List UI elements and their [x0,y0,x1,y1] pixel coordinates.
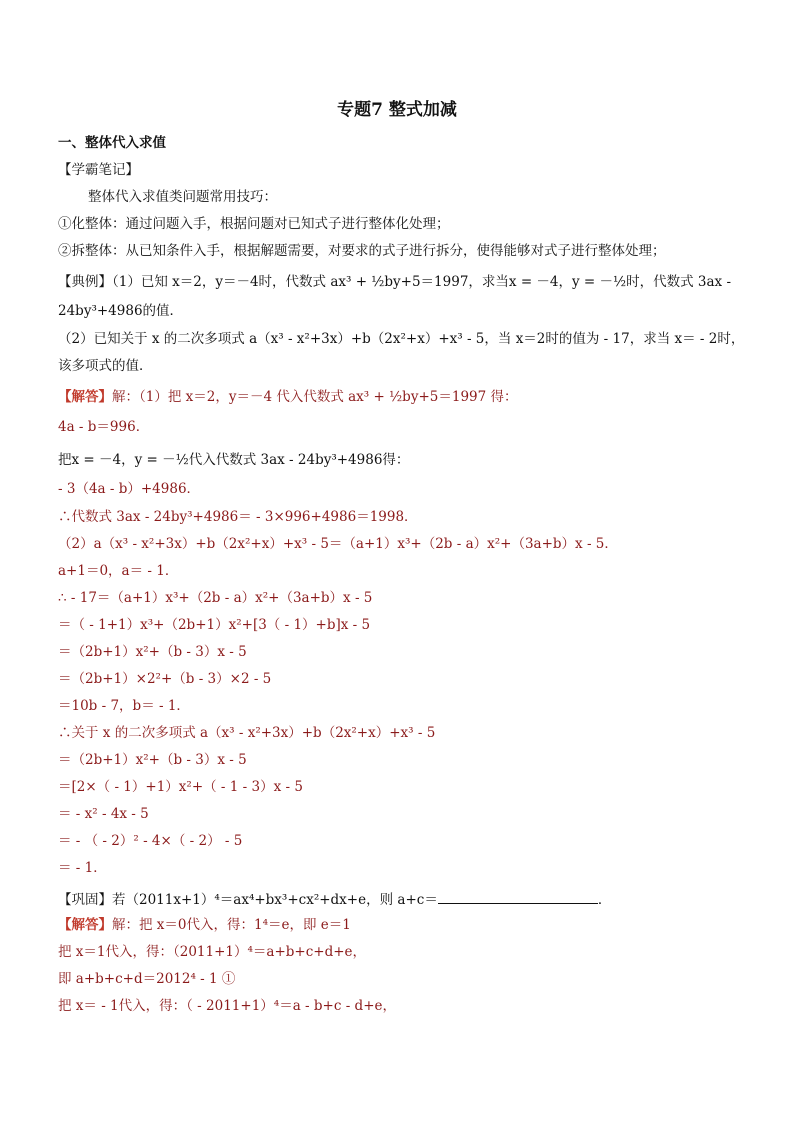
example-line: 24by³+4986的值． [58,303,184,319]
answer-line: ＝ - 1． [58,860,107,876]
answer-line: ＝（2b+1）×2²+（b - 3）×2 - 5 [58,671,272,687]
consolidate-end: ． [597,892,612,908]
consolidate-text: 若（2011x+1）⁴＝ax⁴+bx³+cx²+dx+e，则 a+c＝ [112,892,438,908]
answer-line [58,388,518,406]
answer-line: ＝（2b+1）x²+（b - 3）x - 5 [58,752,247,768]
answer-line: a+1＝0，a＝ - 1． [58,563,179,579]
example-line [58,273,731,291]
page-title: 专题7 整式加减 [337,100,457,120]
answer-line: ∴ - 17＝（a+1）x³+（2b - a）x²+（3a+b）x - 5 [58,590,373,606]
answer2-text: 解：把 x＝0代入，得：1⁴＝e，即 e＝1 [112,917,351,933]
answer-line: 4a - b＝996． [58,419,150,435]
answer-line: ＝（2b+1）x²+（b - 3）x - 5 [58,644,247,660]
answer-line: 把x = －4，y = －½代入代数式 3ax - 24by³+4986得： [58,452,410,468]
answer2-line: 把 x＝ - 1代入，得：（ - 2011+1）⁴＝a - b+c - d+e， [58,998,396,1014]
answer-line: ∴关于 x 的二次多项式 a（x³ - x²+3x）+b（2x²+x）+x³ - 5 [58,725,436,741]
notes-tag: 【学霸笔记】 [58,162,139,178]
example-text: （1）已知 x＝2，y＝－4时，代数式 ax³ + ½by+5＝1997，求当x = －4，y = －½时，代数式 3ax - [112,274,732,290]
notes-line: ②拆整体：从已知条件入手，根据解题需要，对要求的式子进行拆分，使得能够对式子进行整体处理； [58,243,666,259]
consolidate-line [58,889,611,909]
answer-line: ＝ - （ - 2）² - 4×（ - 2） - 5 [58,833,243,849]
answer-line: - 3（4a - b）+4986． [58,481,201,497]
consolidate-tag: 【巩固】 [58,892,112,908]
answer-text: 解：（1）把 x＝2，y＝－4 代入代数式 ax³ + ½by+5＝1997 得： [112,389,518,405]
answer2-line: 把 x＝1代入，得：（2011+1）⁴＝a+b+c+d+e， [58,944,367,960]
answer-line: （2）a（x³ - x²+3x）+b（2x²+x）+x³ - 5＝（a+1）x³+（2b - a）x²+（3a+b）x - 5． [58,536,618,552]
answer2-tag: 【解答】 [58,917,112,933]
section-heading: 一、整体代入求值 [58,135,166,151]
answer2-line: 即 a+b+c+d＝2012⁴ - 1 ① [58,971,236,987]
notes-line: 整体代入求值类问题常用技巧： [88,189,277,205]
answer-blank[interactable] [438,889,598,904]
answer-line: ＝[2×（ - 1）+1）x²+（ - 1 - 3）x - 5 [58,779,303,795]
answer2-line [58,916,351,934]
notes-line: ①化整体：通过问题入手，根据问题对已知式子进行整体化处理； [58,216,450,232]
example-line: （2）已知关于 x 的二次多项式 a（x³ - x²+3x）+b（2x²+x）+x³ - 5，当 x＝2时的值为 - 17，求当 x＝ - 2时， [58,331,745,347]
answer-line: ＝（ - 1+1）x³+（2b+1）x²+[3（ - 1）+b]x - 5 [58,617,371,633]
answer-tag: 【解答】 [58,389,112,405]
answer-line: ＝10b - 7，b＝ - 1． [58,698,190,714]
example-line: 该多项式的值． [58,358,153,374]
example-tag: 【典例】 [58,274,112,290]
answer-line: ∴代数式 3ax - 24by³+4986＝ - 3×996+4986＝1998． [58,509,418,525]
answer-line: ＝ - x² - 4x - 5 [58,806,149,822]
